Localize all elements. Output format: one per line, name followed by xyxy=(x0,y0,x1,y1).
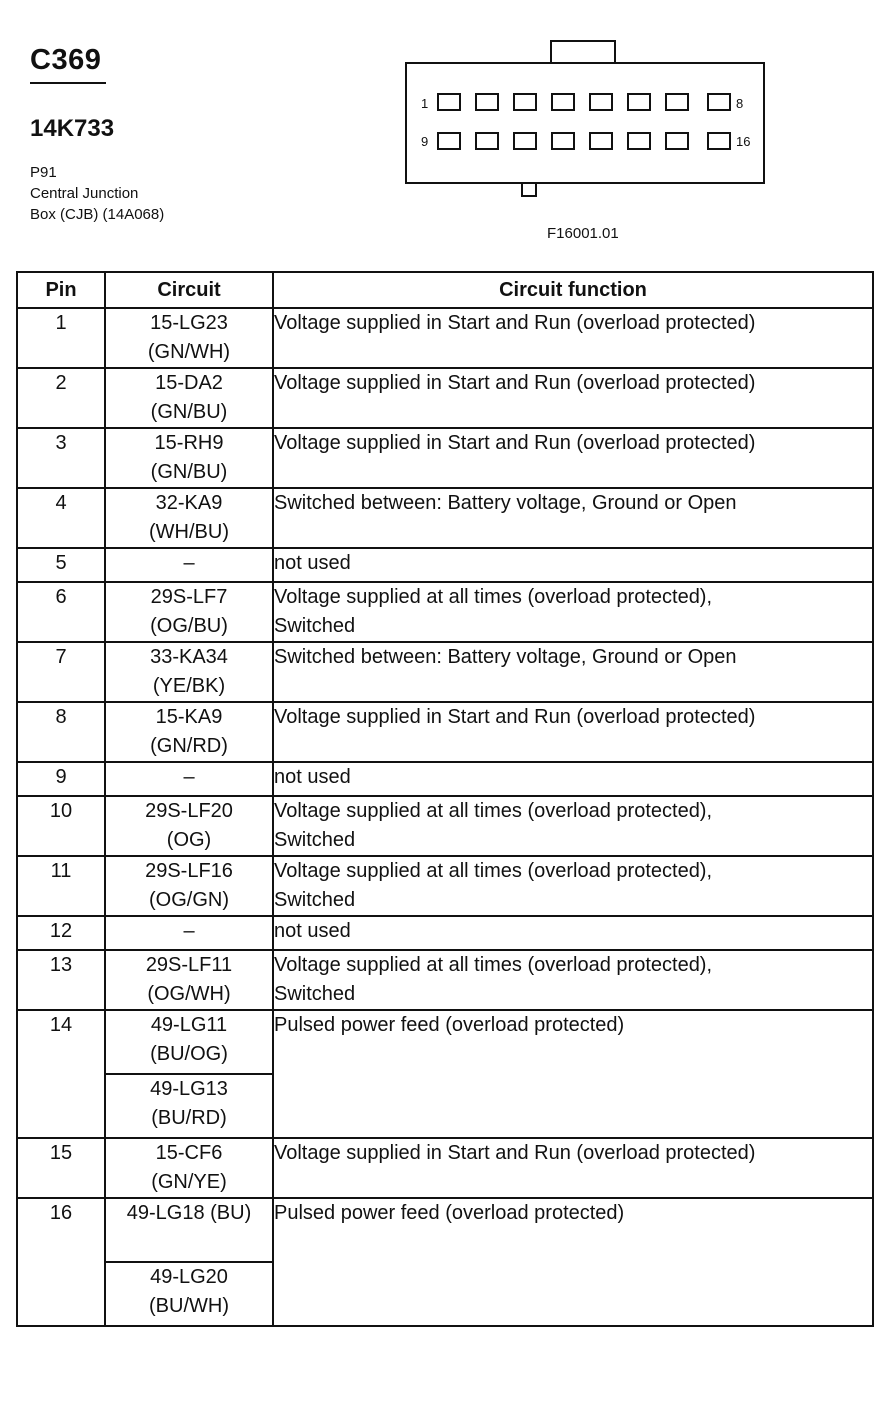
table-row xyxy=(17,548,873,582)
cell-line: not used xyxy=(274,552,351,574)
cell-line: – xyxy=(183,766,195,788)
pin-label-8: 8 xyxy=(736,96,744,111)
circuit-id xyxy=(105,950,273,1010)
cell-line: (GN/RD) xyxy=(150,735,228,757)
cell-line: 15-DA2 xyxy=(155,372,223,394)
pin-number: 16 xyxy=(17,1198,105,1326)
cell-line: – xyxy=(183,552,195,574)
circuit-id xyxy=(105,488,273,548)
pin-cavity xyxy=(666,94,688,110)
cell-line: (YE/BK) xyxy=(152,675,226,697)
pin-cavity xyxy=(708,133,730,149)
connector-id: C369 xyxy=(30,44,102,76)
pin-number: 7 xyxy=(17,642,105,702)
pin-cavity xyxy=(628,133,650,149)
cell-line: (BU/OG) xyxy=(150,1043,228,1065)
pin-label-9: 9 xyxy=(421,134,429,149)
pin-number: 9 xyxy=(17,762,105,796)
circuit-id xyxy=(105,1262,273,1326)
cell-line: Switched xyxy=(274,983,356,1005)
pin-cavity xyxy=(438,133,460,149)
pin-number: 15 xyxy=(17,1138,105,1198)
cell-line: 49-LG13 xyxy=(150,1078,228,1100)
cell-line: 49-LG11 xyxy=(150,1014,228,1036)
circuit-function xyxy=(273,916,873,950)
cell-line: Switched between: Battery voltage, Ground or Open xyxy=(274,492,737,514)
pin-label-1: 1 xyxy=(421,96,429,111)
table-row xyxy=(17,308,873,368)
pin-label-16: 16 xyxy=(736,134,751,149)
circuit-function xyxy=(273,368,873,428)
table-row xyxy=(17,488,873,548)
pin-cavity xyxy=(476,94,498,110)
circuit-function xyxy=(273,1198,873,1326)
circuit-function xyxy=(273,488,873,548)
table-row xyxy=(17,702,873,762)
cell-line: 29S-LF16 xyxy=(145,860,233,882)
cell-line: (BU/RD) xyxy=(151,1107,227,1129)
pin-cavity xyxy=(628,94,650,110)
connector-description xyxy=(30,162,164,225)
pin-number: 4 xyxy=(17,488,105,548)
circuit-function xyxy=(273,702,873,762)
pin-cavity xyxy=(514,94,536,110)
circuit-function xyxy=(273,582,873,642)
cell-line: Voltage supplied at all times (overload protected), xyxy=(274,860,713,882)
circuit-id xyxy=(105,642,273,702)
cell-line: 33-KA34 xyxy=(150,646,228,668)
connector-face-diagram xyxy=(400,36,780,206)
circuit-id xyxy=(105,1198,273,1262)
cell-line: (OG) xyxy=(166,829,212,851)
cell-line: Voltage supplied at all times (overload protected), xyxy=(274,586,713,608)
circuit-function xyxy=(273,856,873,916)
header-function: Circuit function xyxy=(273,272,873,308)
pin-number: 12 xyxy=(17,916,105,950)
cell-line: (OG/BU) xyxy=(150,615,228,637)
cell-line: 49-LG20 xyxy=(150,1266,228,1288)
table-row xyxy=(17,950,873,1010)
table-row xyxy=(17,856,873,916)
pin-number: 6 xyxy=(17,582,105,642)
cell-line: – xyxy=(183,920,195,942)
pin-cavity xyxy=(476,133,498,149)
circuit-id xyxy=(105,368,273,428)
circuit-id xyxy=(105,582,273,642)
table-row xyxy=(17,1198,873,1262)
circuit-id xyxy=(105,856,273,916)
desc-line: Central Junction xyxy=(30,185,139,202)
pin-number: 8 xyxy=(17,702,105,762)
cell-line: Pulsed power feed (overload protected) xyxy=(274,1014,625,1036)
pin-number: 11 xyxy=(17,856,105,916)
circuit-function xyxy=(273,642,873,702)
cell-line: Voltage supplied in Start and Run (overload protected) xyxy=(274,706,756,728)
cell-line: 15-CF6 xyxy=(155,1142,223,1164)
cell-line: (OG/GN) xyxy=(149,889,229,911)
pin-cavity xyxy=(552,94,574,110)
cell-line: (WH/BU) xyxy=(149,521,229,543)
cell-line: (GN/BU) xyxy=(150,461,228,483)
circuit-id xyxy=(105,1074,273,1138)
circuit-function xyxy=(273,950,873,1010)
cell-line: 29S-LF20 xyxy=(145,800,233,822)
connector-housing xyxy=(406,63,764,183)
cell-line: (GN/YE) xyxy=(151,1171,227,1193)
pin-number: 14 xyxy=(17,1010,105,1138)
circuit-function xyxy=(273,308,873,368)
circuit-function xyxy=(273,428,873,488)
header-circuit: Circuit xyxy=(105,272,273,308)
figure-code: F16001.01 xyxy=(547,225,619,242)
cell-line: Switched xyxy=(274,889,356,911)
table-row xyxy=(17,1138,873,1198)
circuit-function xyxy=(273,1010,873,1138)
cell-line: (OG/WH) xyxy=(147,983,231,1005)
pin-cavity xyxy=(438,94,460,110)
pin-cavity xyxy=(708,94,730,110)
pin-table xyxy=(16,271,874,1327)
pin-cavity xyxy=(590,133,612,149)
circuit-function xyxy=(273,548,873,582)
cell-line: (BU/WH) xyxy=(149,1295,229,1317)
table-row xyxy=(17,642,873,702)
pin-cavity xyxy=(590,94,612,110)
circuit-id xyxy=(105,1138,273,1198)
cell-line: Voltage supplied in Start and Run (overload protected) xyxy=(274,372,756,394)
cell-line: (GN/BU) xyxy=(150,401,228,423)
cell-line: Pulsed power feed (overload protected) xyxy=(274,1202,625,1224)
connector-latch xyxy=(522,183,536,196)
desc-line: Box (CJB) (14A068) xyxy=(30,206,165,223)
header-pin: Pin xyxy=(17,272,105,308)
table-row xyxy=(17,1010,873,1074)
cell-line: (GN/WH) xyxy=(147,341,231,363)
table-row xyxy=(17,368,873,428)
cell-line: 15-LG23 xyxy=(150,312,228,334)
pin-number: 2 xyxy=(17,368,105,428)
circuit-id xyxy=(105,1010,273,1074)
cell-line: not used xyxy=(274,766,351,788)
circuit-id xyxy=(105,702,273,762)
cell-line: 32-KA9 xyxy=(155,492,223,514)
table-row xyxy=(17,916,873,950)
table-row xyxy=(17,582,873,642)
table-row xyxy=(17,762,873,796)
circuit-id xyxy=(105,548,273,582)
cell-line: 15-KA9 xyxy=(155,706,223,728)
pin-number: 5 xyxy=(17,548,105,582)
table-row xyxy=(17,796,873,856)
desc-line: P91 xyxy=(30,164,57,181)
cell-line: Switched xyxy=(274,829,356,851)
circuit-id xyxy=(105,762,273,796)
pin-cavity xyxy=(552,133,574,149)
circuit-id xyxy=(105,428,273,488)
table-row xyxy=(17,428,873,488)
connector-key-tab xyxy=(551,41,615,63)
table-header-row xyxy=(17,272,873,308)
cell-line: Voltage supplied in Start and Run (overload protected) xyxy=(274,312,756,334)
cell-line: 29S-LF7 xyxy=(150,586,228,608)
cell-line: Voltage supplied in Start and Run (overload protected) xyxy=(274,432,756,454)
cell-line: not used xyxy=(274,920,351,942)
circuit-function xyxy=(273,1138,873,1198)
cell-line: Switched between: Battery voltage, Ground or Open xyxy=(274,646,737,668)
circuit-function xyxy=(273,762,873,796)
connector-id-underline xyxy=(30,82,106,84)
pin-number: 3 xyxy=(17,428,105,488)
pin-number: 13 xyxy=(17,950,105,1010)
pin-cavity xyxy=(514,133,536,149)
circuit-id xyxy=(105,796,273,856)
pin-cavity xyxy=(666,133,688,149)
part-number: 14K733 xyxy=(30,115,115,142)
cell-line: 49-LG18 (BU) xyxy=(126,1202,252,1224)
pin-number: 1 xyxy=(17,308,105,368)
cell-line: Switched xyxy=(274,615,356,637)
cell-line: Voltage supplied in Start and Run (overload protected) xyxy=(274,1142,756,1164)
circuit-id xyxy=(105,916,273,950)
cell-line: 29S-LF11 xyxy=(145,954,233,976)
circuit-id xyxy=(105,308,273,368)
pin-number: 10 xyxy=(17,796,105,856)
cell-line: Voltage supplied at all times (overload protected), xyxy=(274,800,713,822)
cell-line: 15-RH9 xyxy=(154,432,224,454)
cell-line: Voltage supplied at all times (overload protected), xyxy=(274,954,713,976)
circuit-function xyxy=(273,796,873,856)
